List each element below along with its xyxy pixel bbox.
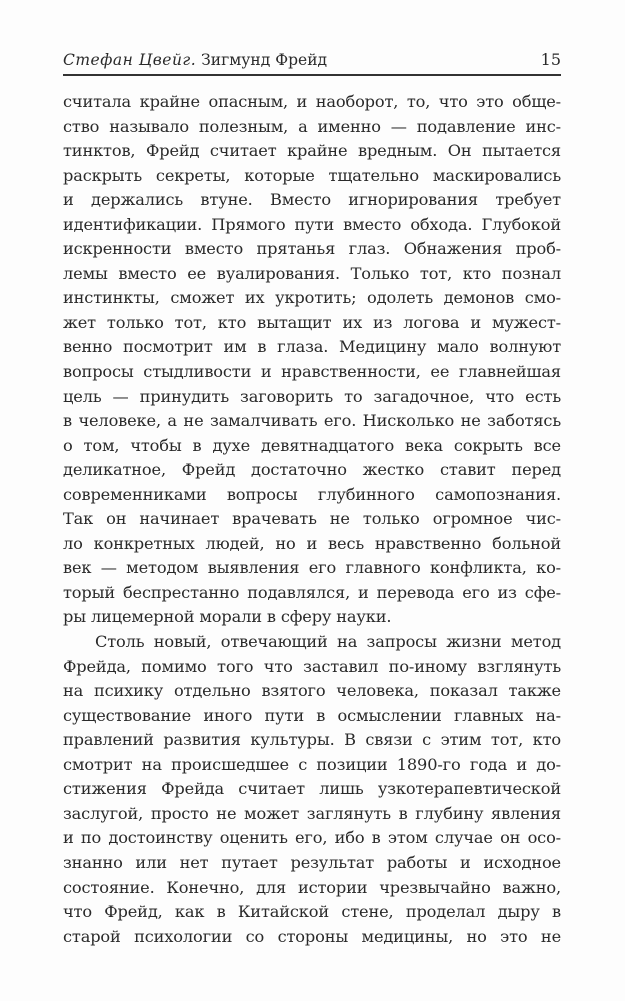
text-line: и по достоинству оценить его, ибо в этом случае он осо-	[63, 828, 561, 848]
text-line: считала крайне опасным, и наоборот, то, что это обще-	[63, 92, 561, 111]
text-line: и держались втуне. Вместо игнорирования требует	[63, 190, 561, 210]
text-line: жет только тот, кто вытащит их из логова и мужест-	[63, 312, 561, 332]
text-line: торый беспрестанно подавлялся, и перевода его из сфе-	[63, 582, 561, 602]
text-line: венно посмотрит им в глаза. Медицину мало волнуют	[63, 337, 561, 357]
text-line: заслугой, просто не может заглянуть в глубину явления	[63, 803, 561, 823]
text-line: вопросы стыдливости и нравственности, ее главнейшая	[63, 362, 561, 382]
text-line: старой психологии со стороны медицины, но это не	[63, 926, 561, 946]
running-head-left	[63, 51, 327, 69]
text-line: инстинкты, сможет их укротить; одолеть демонов смо-	[63, 288, 561, 308]
book-title: Зигмунд Фрейд	[201, 51, 328, 69]
page-number: 15	[540, 50, 561, 69]
text-line: стижения Фрейда считает лишь узкотерапевтической	[63, 779, 561, 799]
text-line: смотрит на происшедшее с позиции 1890-го года и до-	[63, 754, 561, 774]
body-text	[63, 90, 561, 949]
book-page	[63, 50, 561, 949]
text-line: современниками вопросы глубинного самопознания.	[63, 484, 561, 504]
text-line: ство называло полезным, а именно — подавление инс-	[63, 116, 561, 136]
text-line: состояние. Конечно, для истории чрезвычайно важно,	[63, 877, 561, 897]
text-line: ло конкретных людей, но и весь нравственно больной	[63, 533, 561, 553]
text-line: век — методом выявления его главного конфликта, ко-	[63, 558, 561, 578]
text-line: Фрейда, помимо того что заставил по-иному взглянуть	[63, 656, 561, 676]
text-line: в человеке, а не замалчивать его. Нисколько не заботясь	[63, 411, 561, 431]
text-line: существование иного пути в осмыслении главных на-	[63, 705, 561, 725]
text-line: Так он начинает врачевать не только огромное чис-	[63, 509, 561, 529]
text-line: тинктов, Фрейд считает крайне вредным. Он пытается	[63, 141, 561, 161]
text-line: идентификации. Прямого пути вместо обхода. Глубокой	[63, 214, 561, 234]
text-line: что Фрейд, как в Китайской стене, проделал дыру в	[63, 902, 561, 922]
text-line: Столь новый, отвечающий на запросы жизни метод	[95, 632, 561, 652]
text-line: деликатное, Фрейд достаточно жестко ставит перед	[63, 460, 561, 480]
author-name: Стефан Цвейг.	[63, 51, 197, 69]
text-line: искренности вместо прятанья глаз. Обнажения проб-	[63, 239, 561, 259]
text-line: о том, чтобы в духе девятнадцатого века сокрыть все	[63, 435, 561, 455]
text-line: ры лицемерной морали в сферу науки.	[63, 607, 392, 627]
paragraph	[63, 90, 561, 630]
running-head	[63, 50, 561, 76]
text-line: лемы вместо ее вуалирования. Только тот, кто познал	[63, 263, 561, 283]
text-line: на психику отдельно взятого человека, показал также	[63, 681, 561, 701]
paragraph	[63, 630, 561, 949]
text-line: правлений развития культуры. В связи с этим тот, кто	[63, 730, 561, 750]
text-line: знанно или нет путает результат работы и исходное	[63, 852, 561, 872]
text-line: раскрыть секреты, которые тщательно маскировались	[63, 165, 561, 185]
text-line: цель — принудить заговорить то загадочное, что есть	[63, 386, 561, 406]
